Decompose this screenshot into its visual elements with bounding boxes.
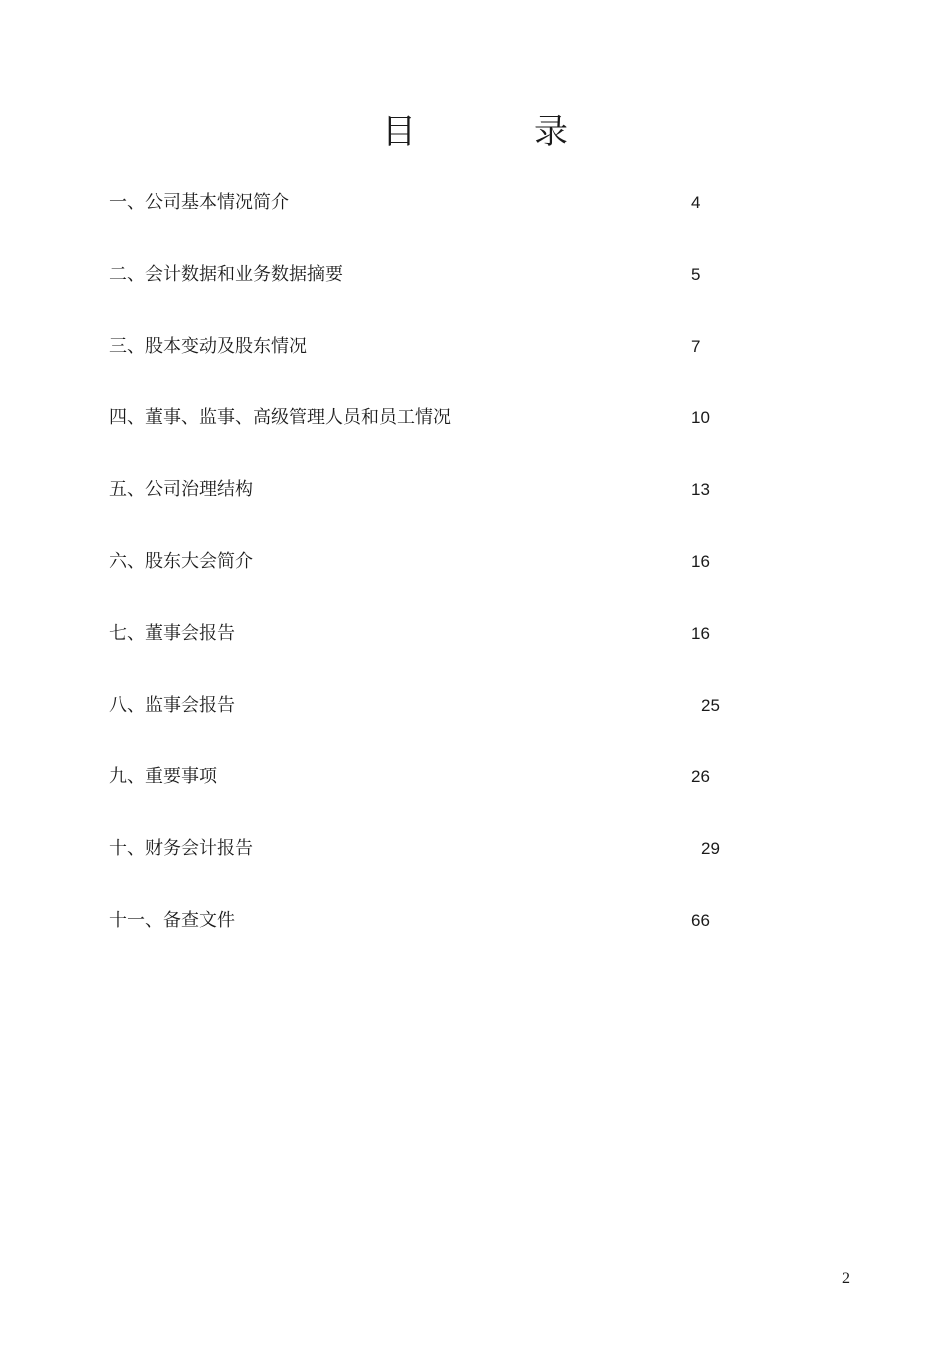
toc-entry-label: 一、公司基本情况简介 bbox=[109, 192, 289, 213]
title-char-1: 目 bbox=[382, 112, 416, 152]
toc-entry-page: 7 bbox=[691, 336, 701, 356]
toc-entry-label: 八、监事会报告 bbox=[109, 694, 235, 716]
toc-entry-label: 三、股本变动及股东情况 bbox=[109, 335, 307, 357]
toc-entry-page: 16 bbox=[691, 623, 710, 643]
toc-entry-page: 66 bbox=[691, 910, 710, 930]
toc-entry-9 bbox=[109, 759, 809, 831]
toc-entry-label: 十一、备查文件 bbox=[109, 909, 235, 931]
toc-entry-8 bbox=[109, 688, 809, 760]
toc-entry-page: 26 bbox=[691, 767, 710, 787]
toc-entry-label: 十、财务会计报告 bbox=[109, 838, 253, 860]
toc-entry-4 bbox=[109, 400, 809, 472]
toc-entry-label: 七、董事会报告 bbox=[109, 622, 235, 644]
toc-entry-label: 九、重要事项 bbox=[109, 766, 217, 788]
toc-entry-page: 4 bbox=[691, 193, 701, 212]
toc-entry-label: 四、董事、监事、高级管理人员和员工情况 bbox=[109, 407, 451, 429]
toc-entry-2 bbox=[109, 257, 809, 329]
toc-entry-page: 29 bbox=[701, 839, 720, 859]
toc-entry-label: 六、股东大会简介 bbox=[109, 550, 253, 572]
toc-entry-3 bbox=[109, 329, 809, 401]
toc-entry-11 bbox=[109, 903, 809, 975]
title-char-2: 录 bbox=[534, 112, 568, 152]
table-of-contents bbox=[109, 185, 809, 975]
toc-entry-page: 25 bbox=[701, 695, 720, 715]
toc-entry-page: 5 bbox=[691, 264, 701, 284]
toc-entry-6 bbox=[109, 544, 809, 616]
toc-entry-5 bbox=[109, 472, 809, 544]
toc-entry-10 bbox=[109, 831, 809, 903]
toc-entry-page: 16 bbox=[691, 551, 710, 571]
toc-entry-1 bbox=[109, 185, 809, 257]
page-title bbox=[0, 108, 950, 156]
toc-entry-label: 二、会计数据和业务数据摘要 bbox=[109, 263, 343, 285]
toc-entry-7 bbox=[109, 616, 809, 688]
toc-entry-page: 10 bbox=[691, 408, 710, 428]
toc-entry-page: 13 bbox=[691, 480, 710, 500]
toc-entry-label: 五、公司治理结构 bbox=[109, 479, 253, 501]
page-number: 2 bbox=[842, 1270, 850, 1287]
